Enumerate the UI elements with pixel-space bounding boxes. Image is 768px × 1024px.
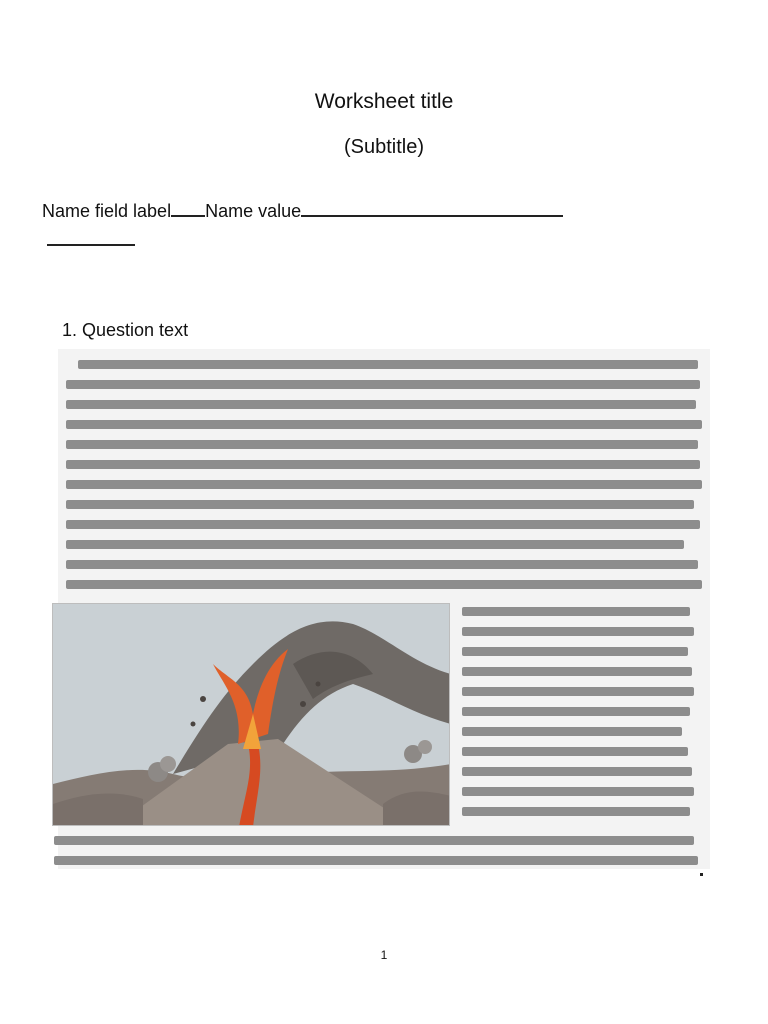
passage-paragraph-top <box>66 354 702 594</box>
passage-line <box>66 534 702 554</box>
passage-line <box>462 801 702 821</box>
volcano-illustration <box>52 603 450 826</box>
passage-line <box>462 641 702 661</box>
passage-line <box>66 354 702 374</box>
name-blank-right <box>301 215 563 217</box>
passage-line <box>462 681 702 701</box>
passage-paragraph-bottom <box>54 830 702 870</box>
page-title: Worksheet title <box>314 90 454 113</box>
passage-line <box>66 474 702 494</box>
name-field-continuation-line <box>47 244 135 246</box>
passage-line <box>462 721 702 741</box>
passage-line <box>66 494 702 514</box>
passage-line <box>66 554 702 574</box>
page-subtitle: (Subtitle) <box>343 136 425 158</box>
passage-line <box>66 454 702 474</box>
name-field <box>42 201 682 222</box>
question-1: 1. Question text <box>62 320 189 340</box>
name-blank-left <box>171 215 205 217</box>
passage-line <box>66 394 702 414</box>
passage-line <box>66 574 702 594</box>
passage-line <box>462 661 702 681</box>
passage-line <box>66 414 702 434</box>
passage-line <box>54 830 702 850</box>
page-dot-mark <box>700 873 703 876</box>
passage-line <box>66 514 702 534</box>
passage-line <box>66 434 702 454</box>
passage-line <box>54 850 702 870</box>
passage-line <box>462 701 702 721</box>
passage-line <box>462 621 702 641</box>
name-field-label: Name field label <box>42 201 172 221</box>
passage-line <box>462 741 702 761</box>
passage-line <box>462 601 702 621</box>
passage-paragraph-wrap <box>462 601 702 821</box>
passage-line <box>66 374 702 394</box>
passage-line <box>462 761 702 781</box>
passage-line <box>462 781 702 801</box>
page-number: 1 <box>380 948 388 962</box>
name-field-value: Name value <box>205 201 302 221</box>
